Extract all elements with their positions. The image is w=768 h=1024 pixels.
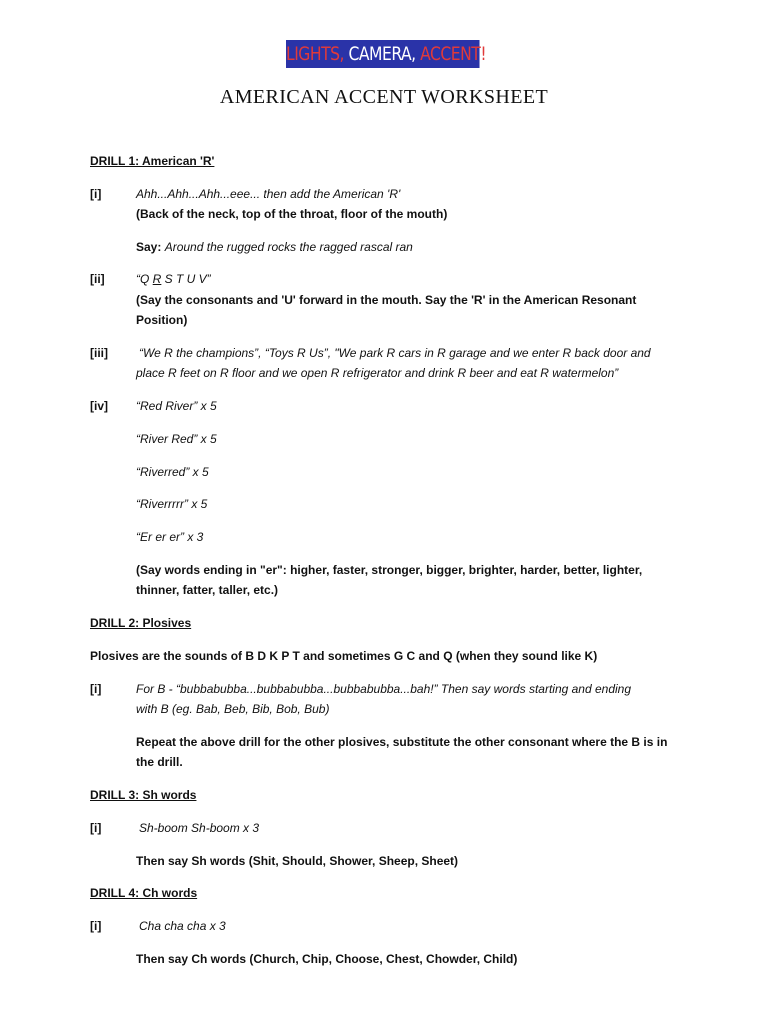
drill1-say-line [136, 237, 413, 257]
drill1-i-text: Ahh...Ahh...Ahh...eee... then add the American 'R' [136, 187, 401, 201]
drill2-i-line1: For B - “bubbabubba...bubbabubba...bubbabubba...bah!” Then say words starting and ending [136, 682, 632, 696]
drill1-iv-item: “Er er er” x 3 [136, 530, 204, 544]
drill2-heading: DRILL 2: Plosives [90, 616, 192, 630]
drill2-i-line2: with B (eg. Bab, Beb, Bib, Bob, Bub) [136, 702, 330, 716]
drill4-then-text: Then say Ch words (Church, Chip, Choose, Chest, Chowder, Child) [136, 952, 518, 966]
drill4-i-number: [i] [90, 919, 102, 933]
drill1-iv-item: “Riverred” x 5 [136, 465, 209, 479]
brand-logo [286, 40, 487, 68]
drill1-i-note: (Back of the neck, top of the throat, floor of the mouth) [136, 207, 448, 221]
drill1-iii-number: [iii] [90, 346, 108, 360]
say-label: Say: [136, 240, 162, 254]
drill1-iii-line2: place R feet on R floor and we open R refrigerator and drink R beer and eat R watermelon” [136, 366, 619, 380]
drill1-ii-text [136, 269, 211, 289]
drill1-ii-note-line1: (Say the consonants and 'U' forward in the mouth. Say the 'R' in the American Resonant [136, 293, 637, 307]
logo-word-camera: CAMERA, [348, 43, 416, 65]
say-text: Around the rugged rocks the ragged rascal ran [164, 240, 413, 254]
drill1-iv-item: “Red River” x 5 [136, 399, 217, 413]
drill1-ii-number: [ii] [90, 272, 105, 286]
drill1-iv-item: “River Red” x 5 [136, 432, 217, 446]
drill4-i-text: Cha cha cha x 3 [139, 919, 226, 933]
ii-text-pre: “Q [136, 272, 153, 286]
drill3-i-text: Sh-boom Sh-boom x 3 [139, 821, 260, 835]
drill1-heading: DRILL 1: American 'R' [90, 154, 215, 168]
drill1-ii-note-line2: Position) [136, 313, 188, 327]
drill2-intro: Plosives are the sounds of B D K P T and sometimes G C and Q (when they sound like K) [90, 649, 598, 663]
drill3-then-text: Then say Sh words (Shit, Should, Shower, Sheep, Sheet) [136, 854, 459, 868]
drill1-iv-note-line2: thinner, fatter, taller, etc.) [136, 583, 279, 597]
drill1-i-number: [i] [90, 187, 102, 201]
drill3-heading: DRILL 3: Sh words [90, 788, 197, 802]
ii-text-r: R [152, 272, 162, 286]
drill4-heading: DRILL 4: Ch words [90, 886, 198, 900]
ii-text-post: S T U V” [161, 272, 211, 286]
drill3-i-number: [i] [90, 821, 102, 835]
page-title: AMERICAN ACCENT WORKSHEET [219, 86, 549, 108]
logo-word-accent: ACCENT! [420, 43, 487, 65]
drill2-repeat-line2: the drill. [136, 755, 183, 769]
drill1-iv-number: [iv] [90, 399, 108, 413]
drill2-i-number: [i] [90, 682, 102, 696]
drill2-repeat-line1: Repeat the above drill for the other plosives, substitute the other consonant where the B is in [136, 735, 668, 749]
drill1-iv-note-line1: (Say words ending in "er": higher, faster, stronger, bigger, brighter, harder, better, lighter, [136, 563, 643, 577]
drill1-iii-line1: “We R the champions”, “Toys R Us”, "We park R cars in R garage and we enter R back door and [139, 346, 651, 360]
logo-word-lights: LIGHTS, [286, 43, 344, 65]
drill1-iv-item: “Riverrrrr” x 5 [136, 497, 208, 511]
